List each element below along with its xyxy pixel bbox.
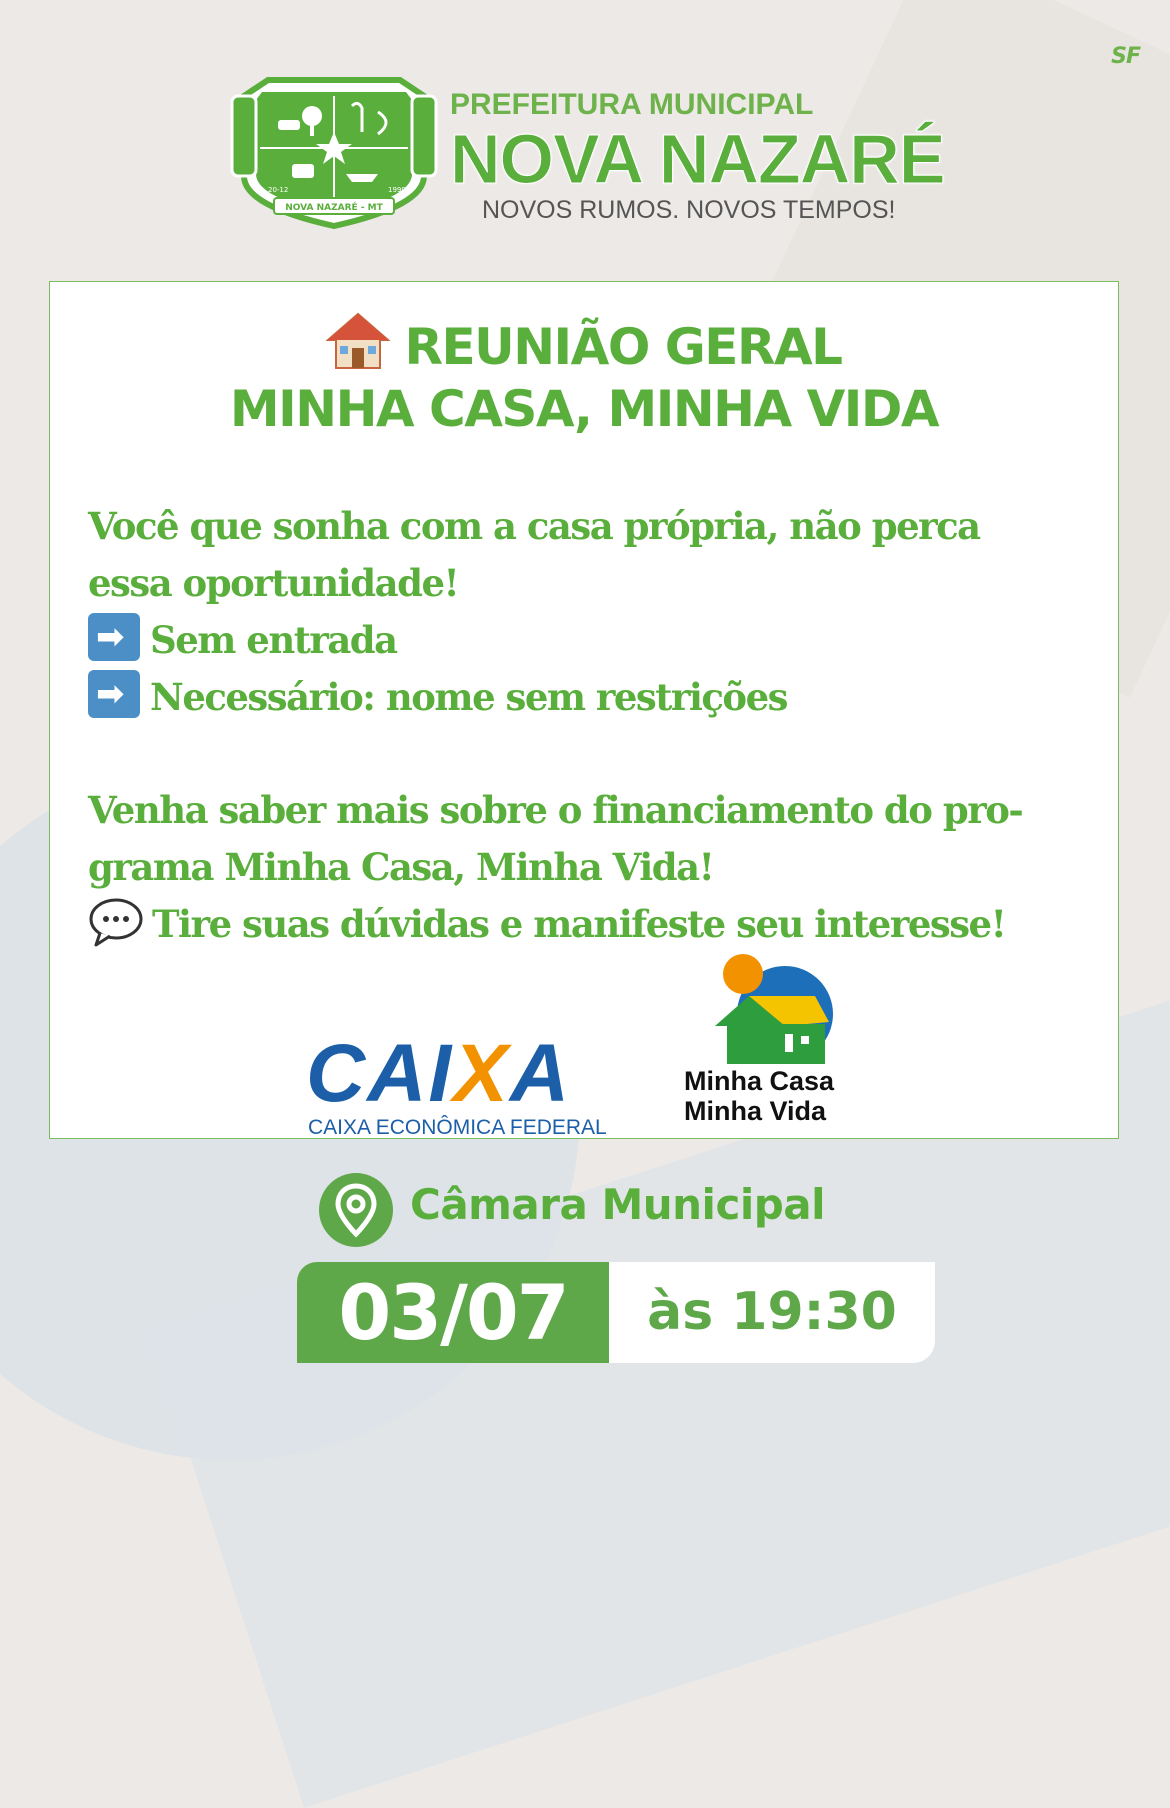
emblem-left-date: 20-12 xyxy=(268,186,289,194)
card-body xyxy=(88,498,1098,953)
caixa-word-x: X xyxy=(453,1028,510,1119)
brand-main: NOVA NAZARÉ xyxy=(450,120,945,198)
emblem-right-year: 1999 xyxy=(388,186,406,194)
caixa-subtitle: CAIXA ECONÔMICA FEDERAL xyxy=(308,1116,607,1139)
info-line2: grama Minha Casa, Minha Vida! xyxy=(88,845,714,889)
event-date: 03/07 xyxy=(297,1262,609,1363)
caixa-word-a: CAI xyxy=(306,1028,454,1119)
brand-top: PREFEITURA MUNICIPAL xyxy=(450,88,814,121)
bullet2-text: Necessário: nome sem restrições xyxy=(150,675,787,719)
intro-line1: Você que sonha com a casa própria, não perca xyxy=(88,504,980,548)
arrow-right-icon xyxy=(88,670,140,718)
mcmv-line1: Minha Casa xyxy=(684,1066,835,1096)
arrow-right-icon xyxy=(88,613,140,661)
title-line1: REUNIÃO GERAL xyxy=(404,318,842,376)
info-line3-row xyxy=(88,896,1098,953)
bullet-sem-entrada xyxy=(88,612,1098,669)
brand-tagline: NOVOS RUMOS. NOVOS TEMPOS! xyxy=(482,196,896,224)
caixa-logo xyxy=(306,1028,607,1140)
house-icon xyxy=(326,312,390,370)
mcmv-line2: Minha Vida xyxy=(684,1096,827,1126)
emblem-ribbon-text: NOVA NAZARÉ - MT xyxy=(285,203,383,213)
info-line3: Tire suas dúvidas e manifeste seu interesse! xyxy=(152,902,1006,946)
card-title xyxy=(50,312,1118,440)
caixa-word-b: A xyxy=(509,1028,572,1119)
minha-casa-minha-vida-logo-icon xyxy=(705,952,845,1072)
bullet-necessario xyxy=(88,669,1098,726)
speech-bubble-icon xyxy=(88,897,144,947)
mcmv-text xyxy=(684,1066,834,1126)
title-line2: MINHA CASA, MINHA VIDA xyxy=(229,380,939,438)
location-pin-icon xyxy=(318,1172,394,1248)
municipal-emblem-icon xyxy=(228,56,440,234)
watermark-sf: SF xyxy=(1111,44,1140,69)
bullet1-text: Sem entrada xyxy=(150,618,397,662)
brand-block xyxy=(450,88,945,225)
location-text: Câmara Municipal xyxy=(410,1180,826,1229)
announcement-card xyxy=(49,281,1119,1139)
event-time: às 19:30 xyxy=(609,1262,935,1363)
intro-line2: essa oportunidade! xyxy=(88,561,459,605)
info-line1: Venha saber mais sobre o financiamento do pro- xyxy=(88,788,1023,832)
